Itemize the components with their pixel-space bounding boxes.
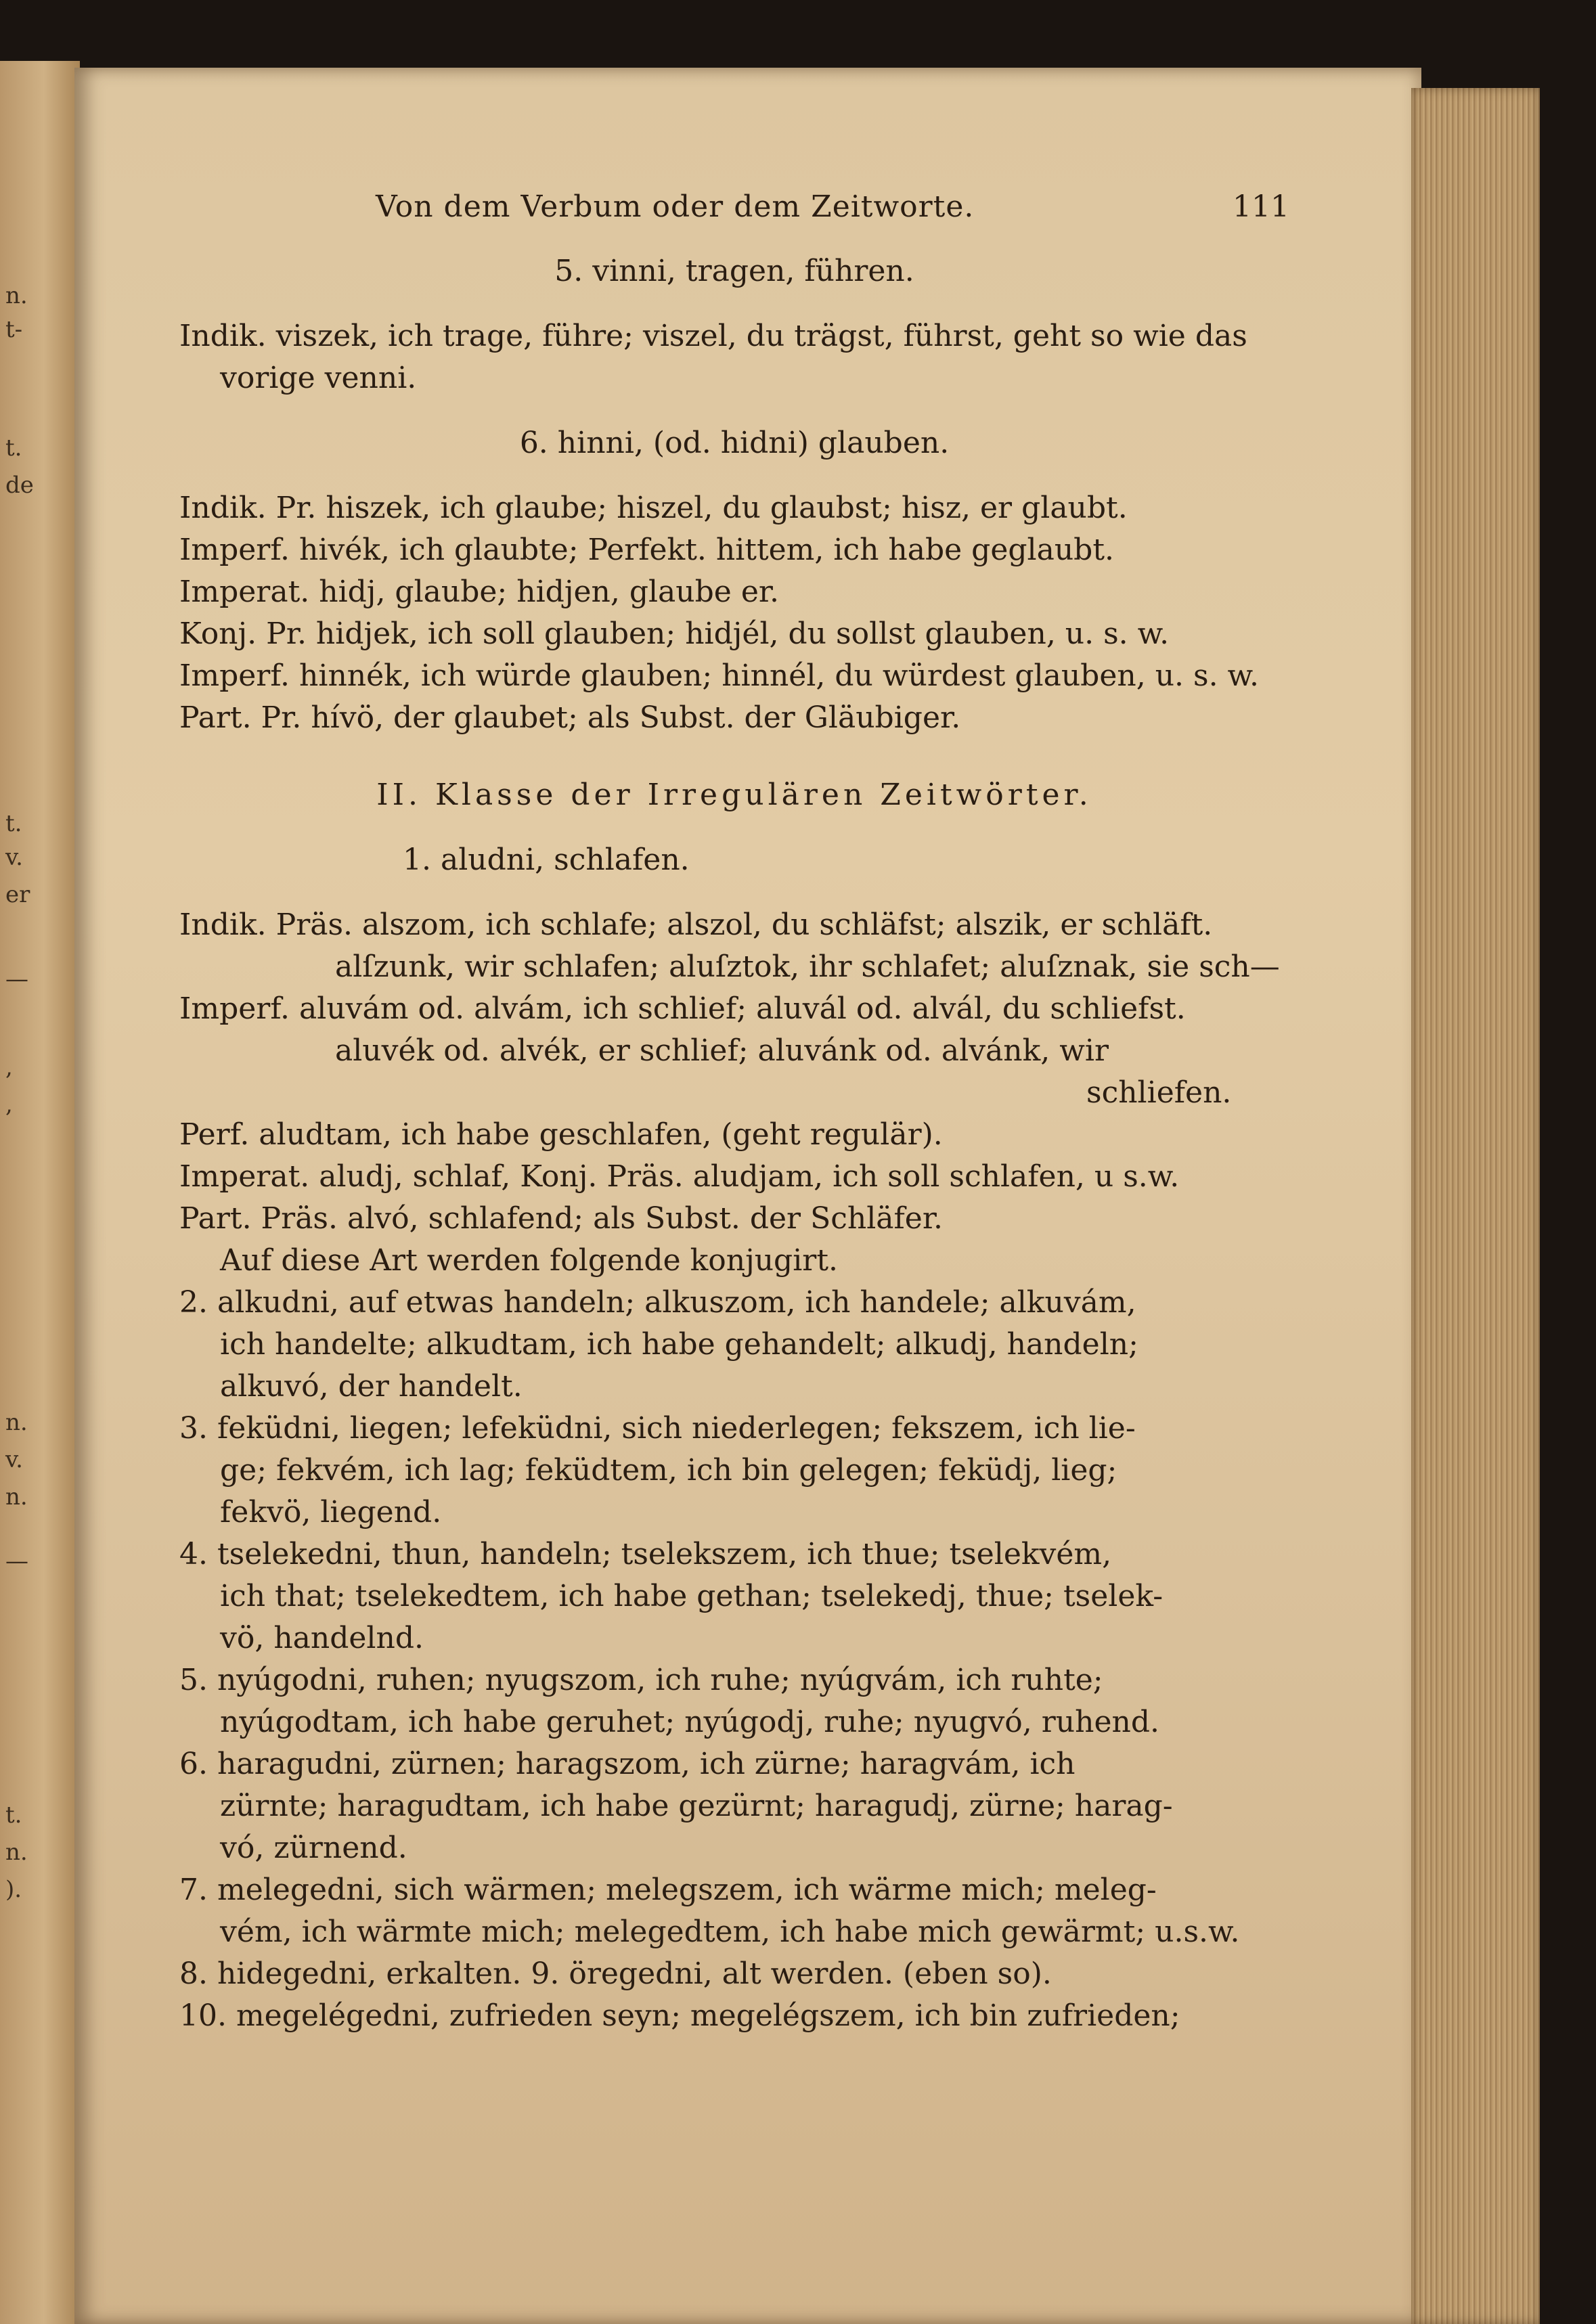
text-line: ge; fekvém, ich lag; feküdtem, ich bin gelegen; feküdj, lieg; [220,1453,1117,1488]
margin-glyph: n. [5,1483,28,1511]
text-line: Part. Präs. alvó, schlafend; als Subst. der Schläfer. [179,1201,944,1236]
margin-glyph: , [5,1091,13,1118]
list-item: 6. haragudni, zürnen; haragszom, ich zürne; haragvám, ich [179,1747,1076,1781]
margin-glyph: n. [5,1839,28,1866]
text-line: zürnte; haragudtam, ich habe gezürnt; haragudj, zürne; harag- [220,1789,1173,1823]
list-item: 2. alkudni, auf etwas handeln; alkuszom, ich handele; alkuvám, [179,1285,1136,1320]
entry-heading: 6. hinni, (od. hidni) glauben. [519,426,950,460]
text-line: schliefen. [1086,1075,1232,1110]
text-line: vó, zürnend. [220,1831,407,1865]
text-line: aluvék od. alvék, er schlief; aluvánk od. alvánk, wir [335,1033,1109,1068]
list-item: 3. feküdni, liegen; lefeküdni, sich niederlegen; fekszem, ich lie- [179,1411,1136,1446]
margin-glyph: — [5,966,28,993]
text-line: alkuvó, der handelt. [220,1369,523,1404]
left-page-edge [0,61,80,2324]
entry-heading: 5. vinni, tragen, führen. [554,254,914,288]
text-line: Perf. aludtam, ich habe geschlafen, (geht regulär). [179,1117,943,1152]
text-line: nyúgodtam, ich habe geruhet; nyúgodj, ruhe; nyugvó, ruhend. [220,1705,1159,1739]
text-line: Konj. Pr. hidjek, ich soll glauben; hidjél, du sollst glauben, u. s. w. [179,617,1170,651]
text-line: Indik. Pr. hiszek, ich glaube; hiszel, du glaubst; hisz, er glaubt. [179,491,1128,525]
text-line: Imperat. aludj, schlaf, Konj. Präs. aludjam, ich soll schlafen, u s.w. [179,1159,1180,1194]
list-item: 10. megelégedni, zufrieden seyn; megelégszem, ich bin zufrieden; [179,1998,1180,2033]
list-item: 5. nyúgodni, ruhen; nyugszom, ich ruhe; nyúgvám, ich ruhte; [179,1663,1103,1697]
margin-glyph: , [5,1054,13,1081]
margin-glyph: de [5,472,34,499]
margin-glyph: ). [5,1876,22,1903]
list-item: 4. tselekedni, thun, handeln; tselekszem, ich thue; tselekvém, [179,1537,1112,1571]
margin-glyph: er [5,881,30,908]
margin-glyph: n. [5,282,28,309]
list-item: 8. hidegedni, erkalten. 9. öregedni, alt werden. (eben so). [179,1957,1052,1991]
text-line: vö, handelnd. [220,1621,424,1655]
margin-glyph: t. [5,810,22,837]
page-content [179,189,1289,2037]
margin-glyph: t. [5,1802,22,1829]
text-line: Imperf. aluvám od. alvám, ich schlief; aluvál od. alvál, du schliefst. [179,991,1186,1026]
list-item: 7. melegedni, sich wärmen; melegszem, ich wärme mich; meleg- [179,1873,1157,1907]
text-line: Indik. Präs. alszom, ich schlafe; alszol, du schläfst; alszik, er schläft. [179,908,1213,942]
text-line: Auf diese Art werden folgende konjugirt. [220,1243,838,1278]
text-line: vém, ich wärmte mich; melegedtem, ich habe mich gewärmt; u.s.w. [220,1915,1240,1949]
section-heading: II. Klasse der Irregulären Zeitwörter. [376,778,1092,812]
text-line: Part. Pr. hívö, der glaubet; als Subst. der Gläubiger. [179,700,961,735]
text-line: Imperf. hivék, ich glaubte; Perfekt. hittem, ich habe geglaubt. [179,533,1115,567]
text-line: alſzunk, wir schlafen; aluſztok, ihr schlafet; aluſznak, sie sch— [335,949,1280,984]
text-line: fekvö, liegend. [220,1495,442,1529]
text-line: vorige venni. [220,361,417,395]
margin-glyph: — [5,1548,28,1575]
running-title: Von dem Verbum oder dem Zeitworte. [376,189,975,224]
margin-glyph: n. [5,1409,28,1436]
running-header [179,189,1289,238]
margin-glyph: t- [5,316,23,343]
margin-glyph: v. [5,1446,23,1473]
text-line: Indik. viszek, ich trage, führe; viszel, du trägst, führst, geht so wie das [179,319,1247,353]
page-edges-stack [1411,88,1540,2324]
entry-heading: 1. aludni, schlafen. [403,843,690,877]
page-number: 111 [1233,189,1289,224]
text-line: ich handelte; alkudtam, ich habe gehandelt; alkudj, handeln; [220,1327,1138,1362]
margin-glyph: v. [5,844,23,871]
margin-glyph: t. [5,434,22,462]
text-line: ich that; tselekedtem, ich habe gethan; tselekedj, thue; tselek- [220,1579,1163,1613]
text-line: Imperat. hidj, glaube; hidjen, glaube er. [179,575,780,609]
text-line: Imperf. hinnék, ich würde glauben; hinnél, du würdest glauben, u. s. w. [179,658,1259,693]
